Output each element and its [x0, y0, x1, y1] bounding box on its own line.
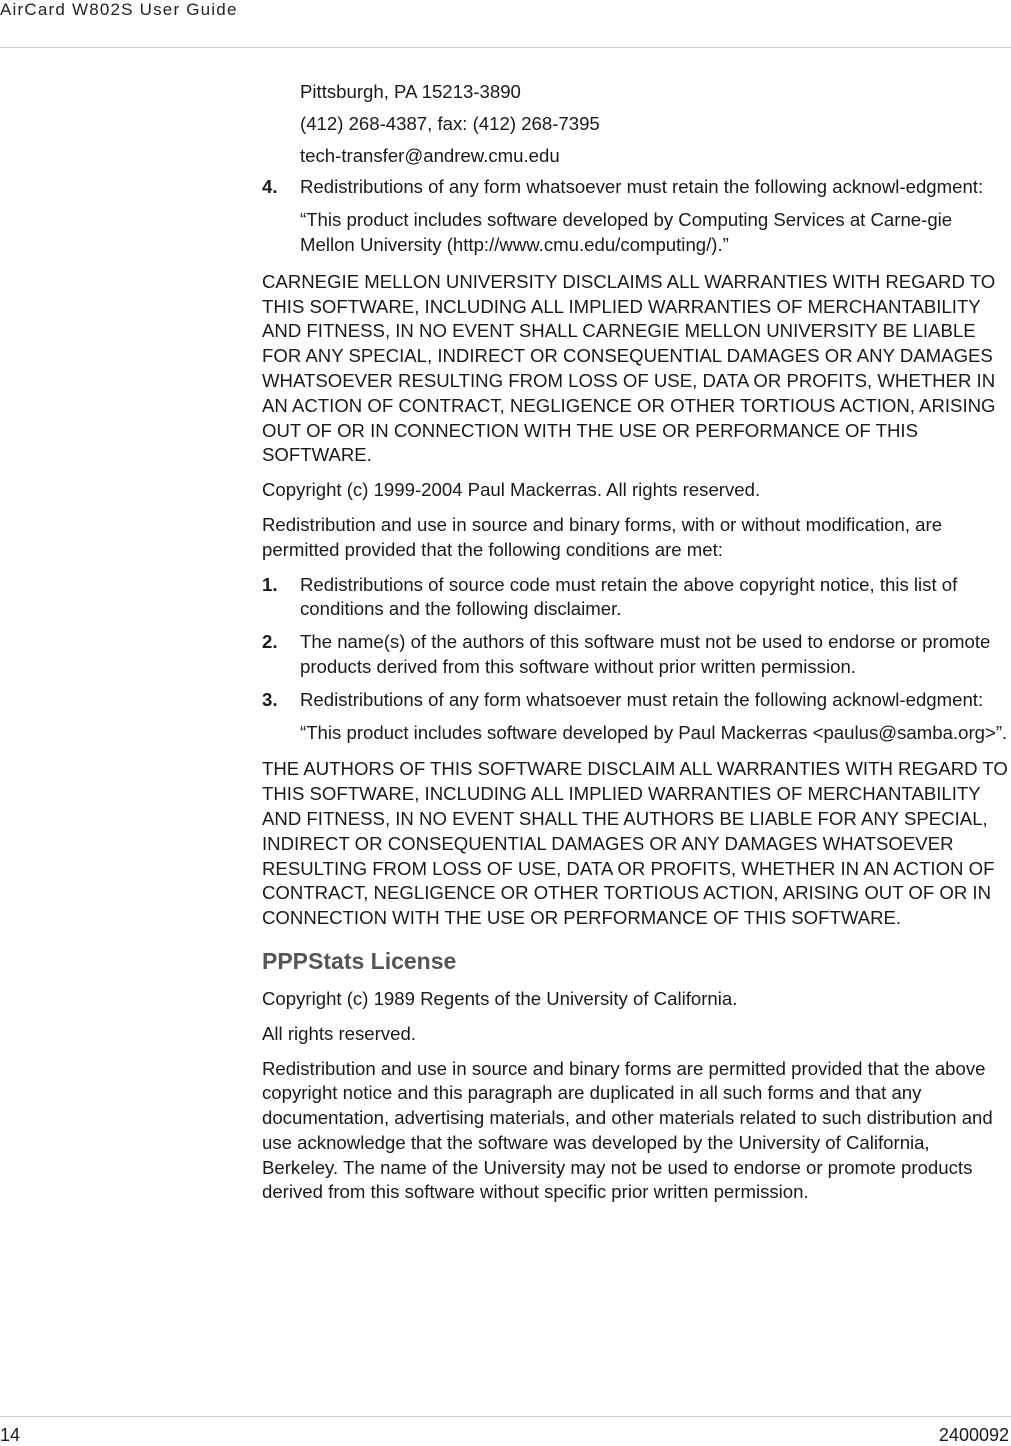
- list-number: 1.: [262, 573, 278, 595]
- page-number: 14: [0, 1425, 21, 1445]
- list-number: 3.: [262, 688, 278, 710]
- mackerras-copyright: Copyright (c) 1999-2004 Paul Mackerras. All rights reserved.: [262, 479, 761, 501]
- mackerras-intro: Redistribution and use in source and binary forms, with or without modification, are permitted provided that the following conditions are met:: [262, 513, 943, 560]
- list-number: 2.: [262, 631, 278, 653]
- pppstats-body: Redistribution and use in source and binary forms are permitted provided that the above copyright notice and this paragraph are duplicated in all such forms and that any documentation, advertising materials, and other materials related to such distribution and use acknowledge that the software was developed by the University of California, Berkeley. The name of the University may not be used to endorse or promote products derived from this software without specific prior written permission.: [262, 1057, 993, 1203]
- list-text: Redistributions of source code must retain the above copyright notice, this list of conditions and the following disclaimer.: [300, 573, 958, 620]
- list-item: [262, 175, 1009, 200]
- address-block: [262, 80, 1009, 168]
- acknowledgment-quote: “This product includes software developed by Computing Services at Carne-gie Mellon University (http://www.cmu.edu/computing/).”: [300, 209, 953, 255]
- email-line: tech-transfer@andrew.cmu.edu: [300, 144, 560, 166]
- document-number: 2400092: [938, 1425, 1009, 1445]
- acknowledgment-quote: “This product includes software developed by Paul Mackerras <paulus@samba.org>”.: [300, 721, 1008, 743]
- pppstats-rights: All rights reserved.: [262, 1022, 416, 1044]
- page-content: [262, 80, 1009, 1215]
- list-number: 4.: [262, 176, 278, 198]
- list-item: [262, 630, 1009, 680]
- section-heading: PPPStats License: [262, 947, 457, 974]
- document-title: AirCard W802S User Guide: [0, 0, 238, 19]
- list-item: [262, 573, 1009, 623]
- list-text: Redistributions of any form whatsoever must retain the following acknowl-edgment:: [300, 176, 984, 198]
- list-item: [262, 688, 1009, 713]
- page-header: [0, 0, 1011, 48]
- authors-disclaimer: THE AUTHORS OF THIS SOFTWARE DISCLAIM ALL WARRANTIES WITH REGARD TO THIS SOFTWARE, INCLUDING ALL IMPLIED WARRANTIES OF MERCHANTABILITY AND FITNESS, IN NO EVENT SHALL THE AUTHORS BE LIABLE FOR ANY SPECIAL, INDIRECT OR CONSEQUENTIAL DAMAGES OR ANY DAMAGES WHATSOEVER RESULTING FROM LOSS OF USE, DATA OR PROFITS, WHETHER IN AN ACTION OF CONTRACT, NEGLIGENCE OR OTHER TORTIOUS ACTION, ARISING OUT OF OR IN CONNECTION WITH THE USE OR PERFORMANCE OF THIS SOFTWARE.: [262, 758, 1008, 929]
- pppstats-copyright: Copyright (c) 1989 Regents of the University of California.: [262, 987, 738, 1009]
- cmu-disclaimer: CARNEGIE MELLON UNIVERSITY DISCLAIMS ALL WARRANTIES WITH REGARD TO THIS SOFTWARE, INCLUDING ALL IMPLIED WARRANTIES OF MERCHANTABILITY AND FITNESS, IN NO EVENT SHALL CARNEGIE MELLON UNIVERSITY BE LIABLE FOR ANY SPECIAL, INDIRECT OR CONSEQUENTIAL DAMAGES OR ANY DAMAGES WHATSOEVER RESULTING FROM LOSS OF USE, DATA OR PROFITS, WHETHER IN AN ACTION OF CONTRACT, NEGLIGENCE OR OTHER TORTIOUS ACTION, ARISING OUT OF OR IN CONNECTION WITH THE USE OR PERFORMANCE OF THIS SOFTWARE.: [262, 270, 996, 466]
- address-line: Pittsburgh, PA 15213-3890: [300, 81, 521, 102]
- phone-line: (412) 268-4387, fax: (412) 268-7395: [300, 112, 600, 134]
- page-footer: [0, 1416, 1011, 1443]
- list-text: Redistributions of any form whatsoever must retain the following acknowl-edgment:: [300, 688, 984, 710]
- list-text: The name(s) of the authors of this software must not be used to endorse or promote products derived from this software without prior written permission.: [300, 631, 991, 677]
